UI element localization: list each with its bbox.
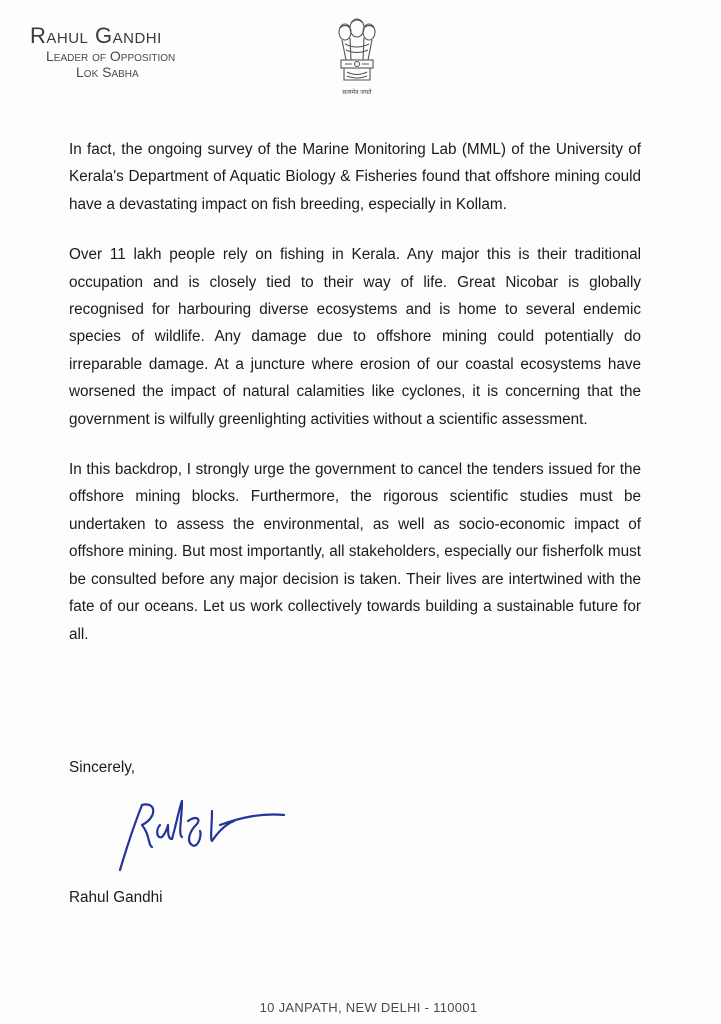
signer-name: Rahul Gandhi [69,889,163,906]
letterhead-house: Lok Sabha [76,64,139,80]
closing-salutation: Sincerely, [69,759,136,776]
letterhead-title: Leader of Opposition [46,48,176,64]
paragraph: In fact, the ongoing survey of the Marine Monitoring Lab (MML) of the University of Kerala's Department of Aquatic Biology & Fisheries found that offshore mining could have a devastating impact on fish breeding, especially in Kollam. [69,141,641,213]
letterhead [30,24,175,80]
paragraph: In this backdrop, I strongly urge the government to cancel the tenders issued for the offshore mining blocks. Furthermore, the rigorous scientific studies must be undertaken to assess the environmental, as well as socio-economic impact of offshore mining. But most importantly, all stakeholders, especially our fisherfolk must be consulted before any major decision is taken. Their lives are intertwined with the fate of our oceans. Let us work collectively towards building a sustainable future for all. [69,461,641,643]
footer-address-text: 10 JANPATH, NEW DELHI - 110001 [259,1000,478,1015]
state-emblem-icon [332,14,382,98]
footer-address [0,1000,721,1015]
handwritten-signature [112,795,292,880]
letterhead-name: Rahul Gandhi [30,23,162,48]
letter-body [69,136,641,671]
emblem-motto: सत्यमेव जयते [342,90,372,96]
paragraph: Over 11 lakh people rely on fishing in Kerala. Any major this is their traditional occupation and is closely tied to their way of life. Great Nicobar is globally recognised for harbouring diverse ecosystems and is home to several endemic species of wildlife. Any damage due to offshore mining could potentially do irreparable damage. At a juncture where erosion of our coastal ecosystems have worsened the impact of natural calamities like cyclones, it is concerning that the government is wilfully greenlighting activities without a scientific assessment. [69,246,641,428]
